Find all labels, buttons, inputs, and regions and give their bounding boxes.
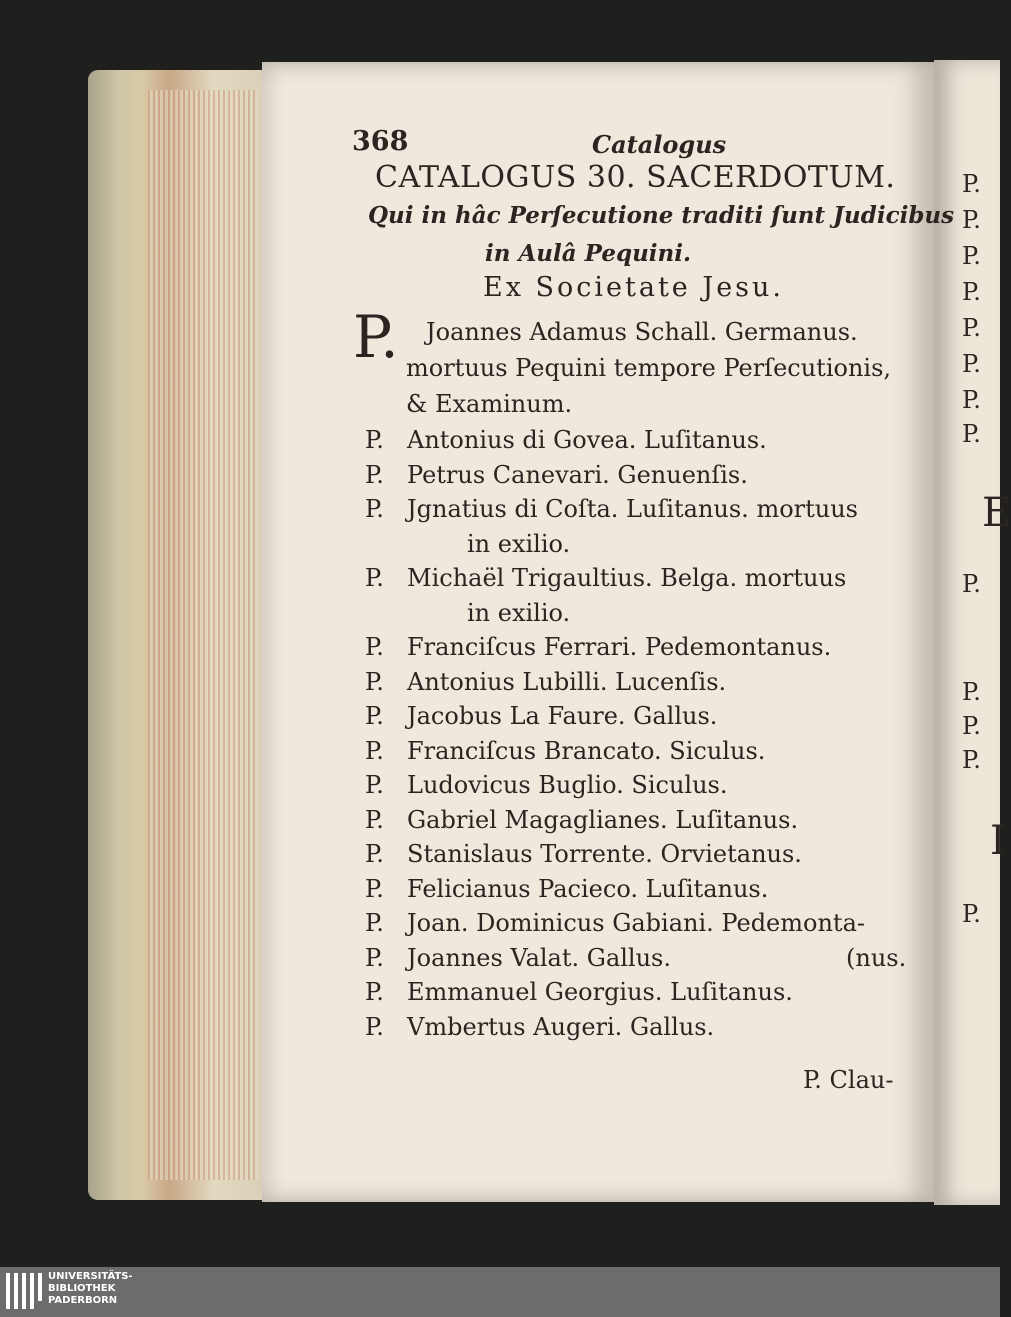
entry-prefix: P. [365,840,384,868]
catchword: P. Clau- [803,1066,894,1094]
list-item [365,978,793,1006]
list-item [365,875,768,903]
entry-text: Antonius Lubilli. Lucenſis. [407,667,727,696]
facing-page-prefix: P. [962,386,981,414]
facing-page-initial: I [990,818,1006,864]
entry-text: Vmbertus Augeri. Gallus. [407,1012,715,1041]
entry-text: Gabriel Magaglianes. Luſitanus. [407,805,799,834]
library-logo-icon [6,1273,42,1309]
list-item [365,1013,714,1041]
facing-page-prefix: P. [962,746,981,774]
entry-prefix: P. [365,667,384,696]
entry-text: Ludovicus Buglio. Siculus. [407,771,728,799]
entry-prefix: P. [365,426,384,454]
logo-line-3: PADERBORN [48,1295,118,1306]
section-heading: Ex Societate Jesu. [483,272,784,303]
entry-prefix: P. [365,771,384,799]
page-number: 368 [352,126,409,157]
list-item [365,909,865,937]
entry-text: Stanislaus Torrente. Orvietanus. [407,840,802,868]
entry-prefix: P. [365,564,384,592]
first-entry-line-3: & Examinum. [406,390,573,418]
entry-text: Michaël Trigaultius. Belga. mortuus [407,564,847,592]
entry-prefix: P. [365,1012,384,1041]
library-footer [0,1267,1000,1317]
library-logo-text [48,1271,133,1307]
list-item [365,461,748,489]
facing-page-prefix: P. [962,314,981,342]
entry-prefix: P. [365,495,384,523]
entry-prefix: P. [365,874,384,903]
facing-page-prefix: P. [962,712,981,740]
running-head: Catalogus [592,130,727,159]
entry-text: Felicianus Pacieco. Luſitanus. [407,874,769,903]
entry-prefix: P. [365,805,384,834]
list-item [365,702,717,730]
facing-page-prefix: P. [962,206,981,234]
facing-page-prefix: P. [962,242,981,270]
entry-text: Jacobus La Faure. Gallus. [407,702,718,730]
entry-text: Emmanuel Georgius. Luſitanus. [407,978,793,1006]
list-item [365,668,726,696]
entry-prefix: P. [365,909,384,937]
entry-prefix: P. [365,736,384,765]
entry-text: Franciſcus Ferrari. Pedemontanus. [407,633,832,661]
list-item [365,840,802,868]
list-item [365,771,727,799]
list-item [365,564,846,592]
list-item [365,737,765,765]
facing-page-prefix: P. [962,570,981,598]
list-item [365,426,767,454]
entry-text: Antonius di Govea. Luſitanus. [407,426,767,454]
facing-page-prefix: P. [962,420,981,448]
first-entry-line-1: Joannes Adamus Schall. Germanus. [426,318,858,346]
facing-page-prefix: P. [962,900,981,928]
page-title: CATALOGUS 30. SACERDOTUM. [375,160,896,195]
logo-line-2: BIBLIOTHEK [48,1283,116,1294]
subtitle-line-1: Qui in hâc Perſecutione traditi ſunt Judicibus [368,202,955,229]
entry-prefix: P. [365,633,384,661]
entry-prefix: P. [365,702,384,730]
facing-page-prefix: P. [962,678,981,706]
facing-page-prefix: P. [962,170,981,198]
entry-prefix: P. [365,978,384,1006]
logo-line-1: UNIVERSITÄTS- [48,1271,133,1282]
subtitle-line-2: in Aulâ Pequini. [485,240,692,267]
list-item [365,495,858,523]
entry-text: Joannes Valat. Gallus. [407,943,671,972]
entry-continuation: in exilio. [467,598,571,627]
entry-text: Jgnatius di Coſta. Luſitanus. mortuus [407,495,858,523]
list-item [365,633,831,661]
first-entry-line-2: mortuus Pequini tempore Perſecutionis, [406,354,892,382]
entry-prefix: P. [365,943,384,972]
entry-continuation: in exilio. [467,529,571,558]
entry-text: Petrus Canevari. Genuenſis. [407,460,748,489]
entry-text: Franciſcus Brancato. Siculus. [407,736,766,765]
list-item [365,806,798,834]
drop-cap: P. [353,303,399,371]
entry-prefix: P. [365,460,384,489]
book-page-edges [88,70,268,1200]
entry-aside: (nus. [846,943,907,972]
entry-text: Joan. Dominicus Gabiani. Pedemonta- [407,909,865,937]
facing-page-prefix: P. [962,350,981,378]
list-item [365,944,671,972]
facing-page-prefix: P. [962,278,981,306]
facing-page-initial: E [982,490,1011,536]
